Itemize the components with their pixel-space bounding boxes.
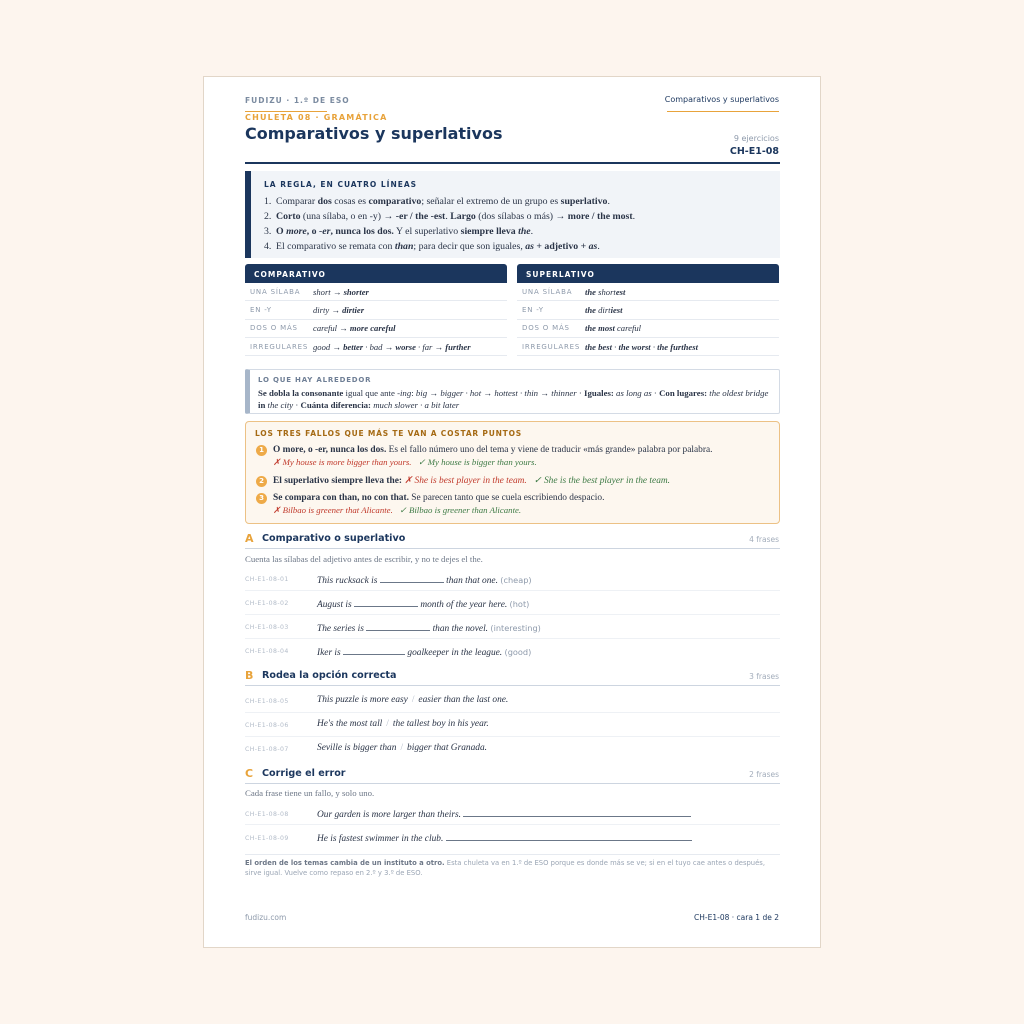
table-row: IRREGULARES the best · the worst · the furthest	[517, 338, 779, 356]
section-c-letter: C	[245, 767, 254, 780]
item-code: CH-E1-08-08	[245, 811, 289, 818]
section-b-title: Rodea la opción correcta	[262, 670, 397, 681]
section-c-rule	[245, 783, 780, 784]
exercise-b1: This puzzle is more easy / easier than the last one.	[317, 695, 509, 705]
mistake-2: 2 El superlativo siempre lleva the: ✗ She is best player in the team. ✓ She is the best player in the team.	[256, 475, 670, 487]
exercise-c2: He is fastest swimmer in the club.	[317, 831, 692, 844]
answer-blank[interactable]	[354, 597, 418, 607]
worksheet-page	[203, 76, 821, 948]
item-divider	[245, 736, 780, 737]
sheet-code: CH-E1-08	[729, 146, 779, 157]
header-rule	[245, 162, 780, 164]
table-row: EN -Y dirty → dirtier	[245, 301, 507, 319]
answer-line[interactable]	[463, 807, 691, 817]
item-code: CH-E1-08-06	[245, 722, 289, 729]
option-1[interactable]: the most tall	[335, 719, 383, 729]
answer-blank[interactable]	[366, 621, 430, 631]
exercise-a2: August is month of the year here. (hot)	[317, 599, 530, 610]
rule-list	[264, 194, 635, 254]
table-row: IRREGULARES good → better · bad → worse · far → further	[245, 338, 507, 356]
table-row: EN -Y the dirtiest	[517, 301, 779, 319]
item-code: CH-E1-08-03	[245, 624, 289, 631]
rule-box-label: LA REGLA, EN CUATRO LÍNEAS	[264, 180, 418, 189]
comparativo-header: COMPARATIVO	[245, 264, 507, 283]
note-rule	[245, 854, 780, 855]
option-2[interactable]: bigger that	[407, 743, 449, 753]
page-title: Comparativos y superlativos	[245, 124, 503, 143]
running-title-underline	[667, 111, 779, 112]
item-code: CH-E1-08-07	[245, 746, 289, 753]
section-a-letter: A	[245, 532, 254, 545]
rule-line-3: 3. O more, o -er, nunca los dos. Y el superlativo siempre lleva the.	[264, 226, 534, 237]
section-b-letter: B	[245, 669, 254, 682]
item-divider	[245, 638, 780, 639]
section-c-count: 2 frases	[749, 770, 779, 779]
item-divider	[245, 614, 780, 615]
running-title: Comparativos y superlativos	[664, 95, 779, 104]
section-a-count: 4 frases	[749, 535, 779, 544]
section-c-instructions: Cada frase tiene un fallo, y solo uno.	[245, 788, 375, 798]
option-1[interactable]: bigger than	[352, 743, 397, 753]
item-code: CH-E1-08-05	[245, 698, 289, 705]
rule-box	[245, 171, 780, 258]
answer-line[interactable]	[446, 831, 692, 841]
around-label: LO QUE HAY ALREDEDOR	[258, 376, 372, 384]
footer-note: El orden de los temas cambia de un instituto a otro. Esta chuleta va en 1.º de ESO porque es donde más se ve; si en el tuyo cae antes o después, sirve igual. Vuelve como repaso en 2.º y 3.º de ESO.	[245, 859, 766, 877]
around-text: Se dobla la consonante igual que ante -ing: big → bigger · hot → hottest · thin → thinner · Iguales: as long as · Con lugares: the oldest bridge in the city · Cuánta diferencia: much slower · a bit later	[258, 388, 769, 410]
common-mistakes-box	[245, 421, 780, 524]
section-b-count: 3 frases	[749, 672, 779, 681]
section-a-rule	[245, 548, 780, 549]
exercise-a4: Iker is goalkeeper in the league. (good)	[317, 647, 532, 658]
rule-line-2: 2. Corto (una sílaba, o en -y) → -er / the -est. Largo (dos sílabas o más) → more / the most.	[264, 211, 636, 222]
item-divider	[245, 824, 780, 825]
section-b-rule	[245, 685, 780, 686]
table-row: DOS O MÁS careful → more careful	[245, 320, 507, 338]
superlativo-header: SUPERLATIVO	[517, 264, 779, 283]
mistake-1: 1 O more, o -er, nunca los dos. Es el fallo número uno del tema y viene de traducir «más grande» palabra por palabra. ✗ My house is more bigger than yours. ✓ My house is bigger than yours.	[256, 444, 712, 468]
exercise-b3: Seville is bigger than / bigger that Granada.	[317, 743, 487, 753]
brand: FUDIZU · 1.º DE ESO	[245, 96, 350, 105]
mistakes-label: LOS TRES FALLOS QUE MÁS TE VAN A COSTAR PUNTOS	[255, 429, 522, 438]
footer-page: CH-E1-08 · cara 1 de 2	[694, 913, 779, 922]
exercise-a1: This rucksack is than that one. (cheap)	[317, 575, 532, 586]
superlativo-table	[517, 264, 779, 356]
item-code: CH-E1-08-09	[245, 835, 289, 842]
around-box	[245, 369, 780, 414]
answer-blank[interactable]	[343, 645, 405, 655]
rule-line-4: 4. El comparativo se remata con than; para decir que son iguales, as + adjetivo + as.	[264, 241, 600, 252]
option-2[interactable]: the tallest	[392, 719, 430, 729]
mistake-3: 3 Se compara con than, no con that. Se parecen tanto que se cuela escribiendo despacio. ✗ Bilbao is greener that Alicante. ✓ Bilbao is greener than Alicante.	[256, 492, 604, 516]
item-divider	[245, 590, 780, 591]
kicker: CHULETA 08 · GRAMÁTICA	[245, 113, 388, 122]
exercise-c1: Our garden is more larger than theirs.	[317, 807, 691, 820]
table-row: UNA SÍLABA short → shorter	[245, 283, 507, 301]
rule-line-1: 1. Comparar dos cosas es comparativo; señalar el extremo de un grupo es superlativo.	[264, 196, 610, 207]
table-row: UNA SÍLABA the shortest	[517, 283, 779, 301]
exercise-b2: He's the most tall / the tallest boy in his year.	[317, 719, 489, 729]
item-code: CH-E1-08-01	[245, 576, 289, 583]
section-a-instructions: Cuenta las sílabas del adjetivo antes de escribir, y no te dejes el the.	[245, 554, 483, 564]
section-c-title: Corrige el error	[262, 768, 346, 779]
section-a-title: Comparativo o superlativo	[262, 533, 406, 544]
item-code: CH-E1-08-04	[245, 648, 289, 655]
item-divider	[245, 712, 780, 713]
table-row: DOS O MÁS the most careful	[517, 320, 779, 338]
exercise-count: 9 ejercicios	[733, 134, 779, 143]
footer-site: fudizu.com	[245, 913, 287, 922]
kicker-rule	[245, 111, 327, 112]
item-code: CH-E1-08-02	[245, 600, 289, 607]
exercise-a3: The series is than the novel. (interesting)	[317, 623, 541, 634]
comparativo-table	[245, 264, 507, 356]
answer-blank[interactable]	[380, 573, 444, 583]
option-2[interactable]: easier	[418, 695, 442, 705]
option-1[interactable]: more easy	[369, 695, 408, 705]
